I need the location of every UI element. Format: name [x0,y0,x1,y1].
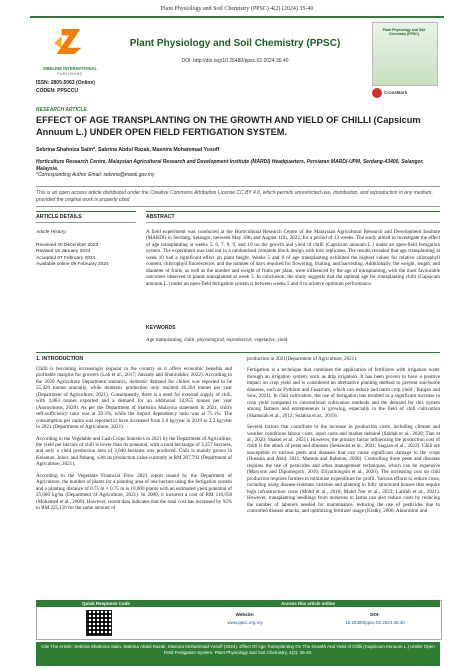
article-type: RESEARCH ARTICLE [36,107,87,113]
article-title: EFFECT OF AGE TRANSPLANTING ON THE GROWTH AND YIELD OF CHILLI (Capsicum Annuum L.) UNDER OPEN FIELD FERTIGATION SYSTEM. [36,115,421,137]
coden: CODEN: PPSCCU [36,88,78,94]
qr-heading: Quick Response Code [82,601,130,606]
keywords-heading: KEYWORDS [146,325,176,331]
received-date: Received 20 December 2023 [36,242,99,248]
cover-title: Plant Physiology and Soil Chemistry (PPSC) [382,28,426,36]
paragraph: Several factors that contribute to the increase in production costs, including climate and weather conditions labour costs, input costs and market demand (Saidah et al., 2020; Tian et al., 2020; Shaker et al., 2021). However, the primary factor influencing the production cost of chilli is the attack of pests and diseases (Setiawati et al., 2021; Siagian et al., 2022). Chili are susceptible to various pests and diseases that can cause significant damage to the crops (Hussain and Abid, 2011; Mamun and Rahman, 2020). Controlling these pests and diseases requires the use of pesticides and other management techniques, which can be expensive (Maryono and Dipomegoro, 2016; Eliyatiningsih et al., 2020). The increasing cost on chili production requires farmers to minimize expenditure for profit. Various efforts to reduce costs, including using disease-resistant varieties and planting in fully structured houses that require high infrastructure costs (Mohd et al., 2016; Mohd Nor et al., 2022; Latifah et al., 2021). However, transplanting seedlings from nurseries to farms can also reduce costs by reducing the number of laborers needed for maintenance, reducing the use of pesticides due to controlled disease attacks, and optimizing fertilizer usage (Kratky, 2006; Akinrotimi and [247,424,440,514]
zibeline-logo [36,24,106,64]
corresponding-author: *Corresponding Author Email: sebrina@mardi.gov.my [36,172,155,178]
website-label: Website: [235,612,255,617]
license-note: This is an open access article distributed under the Creative Commons Attribution License CC BY 4.0, which permits unrestricted use, distribution, and reproduction in any medium, provided the original work is properly cited [36,186,440,207]
authors: Sebrina Shahniza Saiin*, Sabrina Abdul Razak, Masnira Mohammad Yusoff [36,147,220,153]
journal-title: Plant Physiology and Soil Chemistry (PPSC) [129,38,341,49]
article-details-heading: ARTICLE DETAILS [36,211,136,223]
introduction-heading: 1. INTRODUCTION [36,356,84,362]
abstract-text: A field experiment was conducted at the Horticultural Research Centre of the Malaysian Agricultural Research and Development Institute (MARDI) in Serdang, Selangor, between May 18th and August 11th, 2022, for a period of 13 weeks. The study aimed to investigate the effect of age transplanting at weeks 5, 6, 7, 8, 9, and 10 on the growth and yield of chilli (Capsicum annuum L.) under an open-field fertigation system. The experiment was laid out in a randomized complete block design with four replicates. The results revealed that age transplanting at week 10 had a significant effect on plant height. Weeks 5 and 6 of age transplanting exhibited the highest values for relative chlorophyll content, chlorophyll fluorescence, and the number of days required for flowering, fruiting, and harvesting. Additionally, the weight, length, and diameter of fruits, as well as the number and weight of fruits per plant, were influenced by the age of transplanting, with the most favourable outcomes observed in plants transplanted at week 5. In conclusion, the study suggests that the optimal age for transplanting chilli (Capsicum annuum L.) under an open-field fertigation system is between weeks 5 and 6 to achieve optimum performance. [146,229,440,287]
issn: ISSN: 2805-5063 (Online) [36,80,95,86]
crossmark-icon[interactable] [372,88,382,98]
affiliation: Horticulture Research Centre, Malaysian Agricultural Research and Development Institute (MARDI) Headquarters, Persiaran MARDI-UPM, Serdang-43400, Selangor, Malaysia. [36,159,424,172]
available-date: Available online 09 February 2024 [36,262,109,268]
section-divider [36,352,440,353]
access-online-heading: Access this article online [280,601,336,606]
citation-footer: Cite The Article: Sebrina Shahniza Saiin, Sabrina Abdul Razak, Masnira Mohammad Yusoff (2024). Effect Of Age Transplanting On The Growth And Yield of Chilli (Capsicum Annuum L.) Under Open Field Fertigation System. Plant Physiology and Soil Chemistry, 4(2): 35-40. [36,642,440,666]
article-history [36,230,136,269]
running-head: Plant Physiology and Soil Chemistry (PPSC) 4(2) (2024) 35-40 [160,6,314,12]
paragraph: Fertigation is a technique that combines the application of fertilizers with irrigation water through an irrigation system, such as drip irrigation. It has been proven to have a positive impact on crop yield and is considered an alternative planting method to prevent soil-borne diseases, such as Pythium and Fusarium, which can reduce and harm crop yield ; Ranjan and Sow, 2021). In chili cultivation, the use of fertigation has resulted in a significant increase in crop yield compared to conventional cultivation methods and the demand for this system among farmers and entrepreneurs is growing, especially in the field of chili cultivation (Shamsiah et al., 2012; Sulaksa et al., 2019). [247,367,440,419]
paragraph: production in 2021(Department of Agriculture, 2021). [247,356,358,362]
journal-doi[interactable]: DOI: http://doi.org/10.26480/ppsc.02.2024.35.40 [181,58,289,64]
doi-link[interactable]: 10.26480/ppsc.02.2024.35.40 [345,620,405,625]
paragraph: According to the Vegetable Financial Flow 2021 report issued by the Department of Agriculture, the number of plants for a planting area of one hectare using the fertigation system and a planting distance of 0.75 m × 0.75 m is 10,000 plants with an estimated yield potential of 25,000 kg/ha (Department of Agriculture, 2021). In 2000, it incurred a cost of RM 116,958 (Mohamed et al., 2009). However, recent data indicates that the total cost has increased by 92% to RM 225,116 for the same amount of [36,472,232,512]
revised-date: Revised 15 January 2024 [36,249,91,255]
crossmark-label[interactable]: CrossMark [384,90,408,95]
accepted-date: Accepted 07 February 2024 [36,255,96,261]
abstract-heading: ABSTRACT [146,211,440,223]
history-label: Article History: [36,230,67,235]
paragraph: Chilli is becoming increasingly popular in the country as it offers economic benefits and profitable margins for growers (Loh et al., 2017; Jaisaidy and Shahruddin, 2022). According to the 2020 Agriculture Department statistics, domestic demand for chilies was reported to be 55,420 tonnes annually, while domestic production only reached 28,264 tonnes per year (Department of Agriculture, 2021). Consequently, there is a need for external supply of chili, with 3,863 tonnes exported and a demand for an additional 34,855 tonnes per year (Anonymous, 2020). As per the Department of Statistics Malaysia statement in 2021, chili's self-sufficiency ratio was at 29.3%, while the import dependency ratio was at 75.1%. The consumption per capita was reported to have increased from 2.0 kg/year in 2019 to 2.2 kg/year in 2021 (Department of Agriculture, 2021). [36,366,232,431]
publisher-tagline: PUBLISHING [57,72,83,76]
body-column-left [36,356,232,517]
body-column-right [247,356,440,519]
website-link[interactable]: www.ppsc.org.my [227,620,263,625]
qr-code[interactable] [86,610,112,636]
doi-label: DOI: [370,612,380,617]
keywords-text: Age transplanting, chilli, physiological, reproductive, vegetative, yield [146,338,288,343]
paragraph: According to the Vegetable and Cash Crops Statistics in 2021 by the Department of Agriculture, the yield per hectare of chili is lower than its potential, with a total hectarage of 3,257 hectares, and only a yield production area of 3,040 hectares was produced. Chili is mainly grown in Kelantan, Johor, and Pahang, with its production value currently at RM 287,792 (Department of Agriculture, 2021). [36,435,232,468]
publisher-name: ZIBELINE INTERNATIONAL [42,66,98,71]
